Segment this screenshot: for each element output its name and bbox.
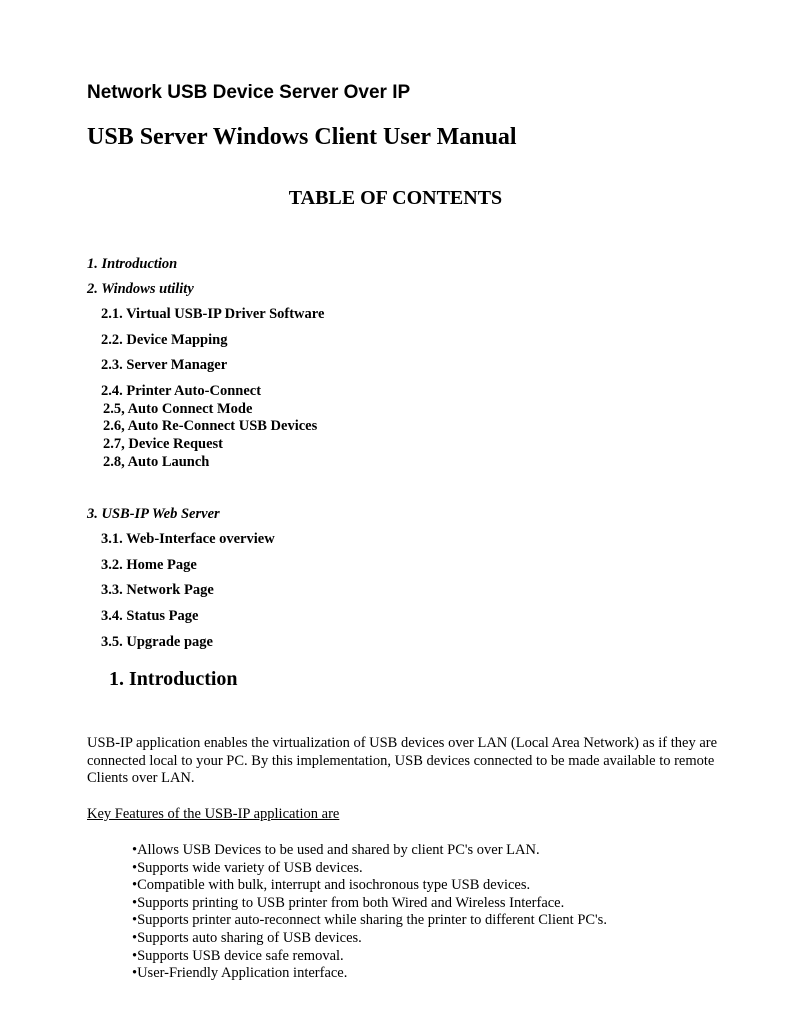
toc-entry-introduction[interactable]: 1. Introduction bbox=[87, 256, 178, 272]
document-title: USB Server Windows Client User Manual bbox=[87, 124, 517, 150]
toc-entry-windows-utility[interactable]: 2. Windows utility bbox=[87, 281, 194, 297]
toc-entry-2-3[interactable]: 2.3. Server Manager bbox=[101, 357, 228, 373]
section-heading-introduction: 1. Introduction bbox=[109, 668, 238, 690]
toc-entry-3-3[interactable]: 3.3. Network Page bbox=[101, 582, 214, 598]
features-list bbox=[132, 842, 607, 983]
toc-entry-3-5[interactable]: 3.5. Upgrade page bbox=[101, 634, 213, 650]
toc-heading: TABLE OF CONTENTS bbox=[288, 187, 503, 209]
toc-entry-web-server[interactable]: 3. USB-IP Web Server bbox=[87, 506, 220, 522]
list-item: • Compatible with bulk, interrupt and isochronous type USB devices. bbox=[132, 877, 607, 895]
toc-entry-3-2[interactable]: 3.2. Home Page bbox=[101, 557, 197, 573]
toc-entry-2-8[interactable]: 2.8, Auto Launch bbox=[103, 454, 210, 470]
key-features-heading: Key Features of the USB-IP application are bbox=[87, 806, 340, 822]
intro-paragraph: USB-IP application enables the virtualization of USB devices over LAN (Local Area Network) as if they are connected local to your PC. By this implementation, USB devices connected to be made available to remote Clients over LAN. bbox=[87, 735, 718, 786]
list-item: • Supports USB device safe removal. bbox=[132, 948, 607, 966]
toc-entry-2-5[interactable]: 2.5, Auto Connect Mode bbox=[103, 401, 253, 417]
toc-entry-2-4[interactable]: 2.4. Printer Auto-Connect bbox=[101, 383, 262, 399]
list-item: • Allows USB Devices to be used and shared by client PC's over LAN. bbox=[132, 842, 607, 860]
list-item: • Supports wide variety of USB devices. bbox=[132, 860, 607, 878]
list-item: • Supports printer auto-reconnect while sharing the printer to different Client PC's. bbox=[132, 912, 607, 930]
list-item: • Supports auto sharing of USB devices. bbox=[132, 930, 607, 948]
list-item: • Supports printing to USB printer from both Wired and Wireless Interface. bbox=[132, 895, 607, 913]
toc-entry-3-1[interactable]: 3.1. Web-Interface overview bbox=[101, 531, 275, 547]
toc-entry-2-1[interactable]: 2.1. Virtual USB-IP Driver Software bbox=[101, 306, 325, 322]
document-header: Network USB Device Server Over IP bbox=[87, 82, 411, 103]
list-item: • User-Friendly Application interface. bbox=[132, 965, 607, 983]
toc-entry-2-7[interactable]: 2.7, Device Request bbox=[103, 436, 224, 452]
toc-entry-2-2[interactable]: 2.2. Device Mapping bbox=[101, 332, 228, 348]
toc-entry-3-4[interactable]: 3.4. Status Page bbox=[101, 608, 199, 624]
toc-entry-2-6[interactable]: 2.6, Auto Re-Connect USB Devices bbox=[103, 418, 318, 434]
